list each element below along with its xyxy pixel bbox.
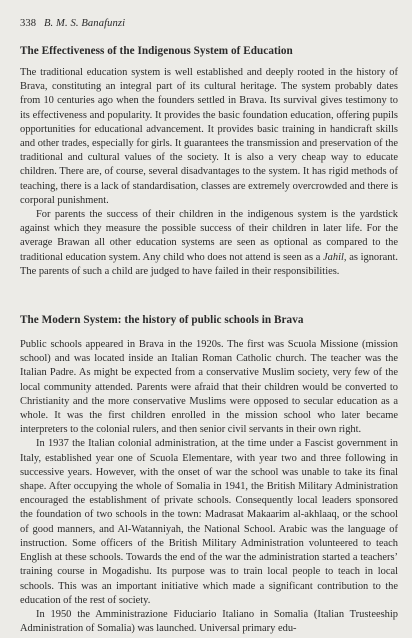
paragraph-text: For parents the success of their children in the indigenous system is the yardstick against which they measure the possible success of their children in later life. For the average Brawan all other education systems are seen as optional as compared to the traditional education system. Any child who does not attend is seen as a [20, 209, 398, 263]
paragraph-1937-colonial-admin: In 1937 the Italian colonial administration, at the time under a Fascist government in Italy, established year one of Scuola Elementare, with year two and three following in successive years. However, with the onset of war the school was unable to take its final shape. After occupying the whole of Somalia in 1941, the British Military Administration encouraged the establishment of private schools. Consequently local leaders sponsored the foundation of two schools in the town: Madrasat Makaarim al-akhlaaq, or the school of good manners, and Al-Watanniyah, the National School. Arabic was the language of instruction. Some officers of the British Military Administration volunteered to teach English at these schools. Towards the end of the war the administration started a teachers’ training course in Mogadishu. Its purpose was to train local people to teach in local schools. This was an important initiative which made a significant contribution to the education of the rest of society. [20, 438, 398, 606]
paragraph-traditional-system: The traditional education system is well established and deeply rooted in the history of Brava, constituting an integral part of its cultural heritage. The system probably dates from 10 centuries ago when the founders settled in Brava. Its survival gives testimony to its effectiveness and popularity. It provides the basic foundation education, offering pupils opportunities for educational advancement. It provides basic training in handicraft skills and other trades, especially for girls. It guarantees the transmission and preservation of the traditional and cultural values of the society. It is also a very cheap way to educate children. There are, of course, several disadvantages to the system. It has rigid methods of teaching, there is a lack of standardisation, classes are extremely overcrowded and there is corporal punishment. [20, 67, 398, 206]
running-header [20, 17, 398, 30]
section-heading-modern-system: The Modern System: the history of public schools in Brava [20, 314, 304, 327]
italic-term-jahil: Jahil, [323, 251, 347, 263]
paragraph-1950-trusteeship: In 1950 the Amministrazione Fiduciario Italiano in Somalia (Italian Trusteeship Administration of Somalia) was launched. Universal primary edu- [20, 608, 398, 635]
running-head-author: B. M. S. Banafunzi [43, 18, 126, 29]
paragraph-parents-success [20, 208, 398, 279]
paragraph-text: as ignorant. The parents of such a child are judged to have failed in their responsibilities. [20, 251, 398, 277]
page-number: 338 [20, 18, 37, 29]
section-heading-indigenous-education: The Effectiveness of the Indigenous System of Education [20, 45, 293, 57]
paragraph-public-schools-1920s: Public schools appeared in Brava in the 1920s. The first was Scuola Missione (mission school) and was located inside an Italian Roman Catholic church. The teacher was the Italian Padre. As might be expected from a conservative Muslim society, very few of the local community attended. Parents were afraid that their children would be converted to Christianity and the more conservative Muslims were opposed to secular education as a whole. It was the first children enrolled in the mission school who later became interpreters to the colonial rulers, and then senior civil servants in their own right. [20, 339, 398, 436]
